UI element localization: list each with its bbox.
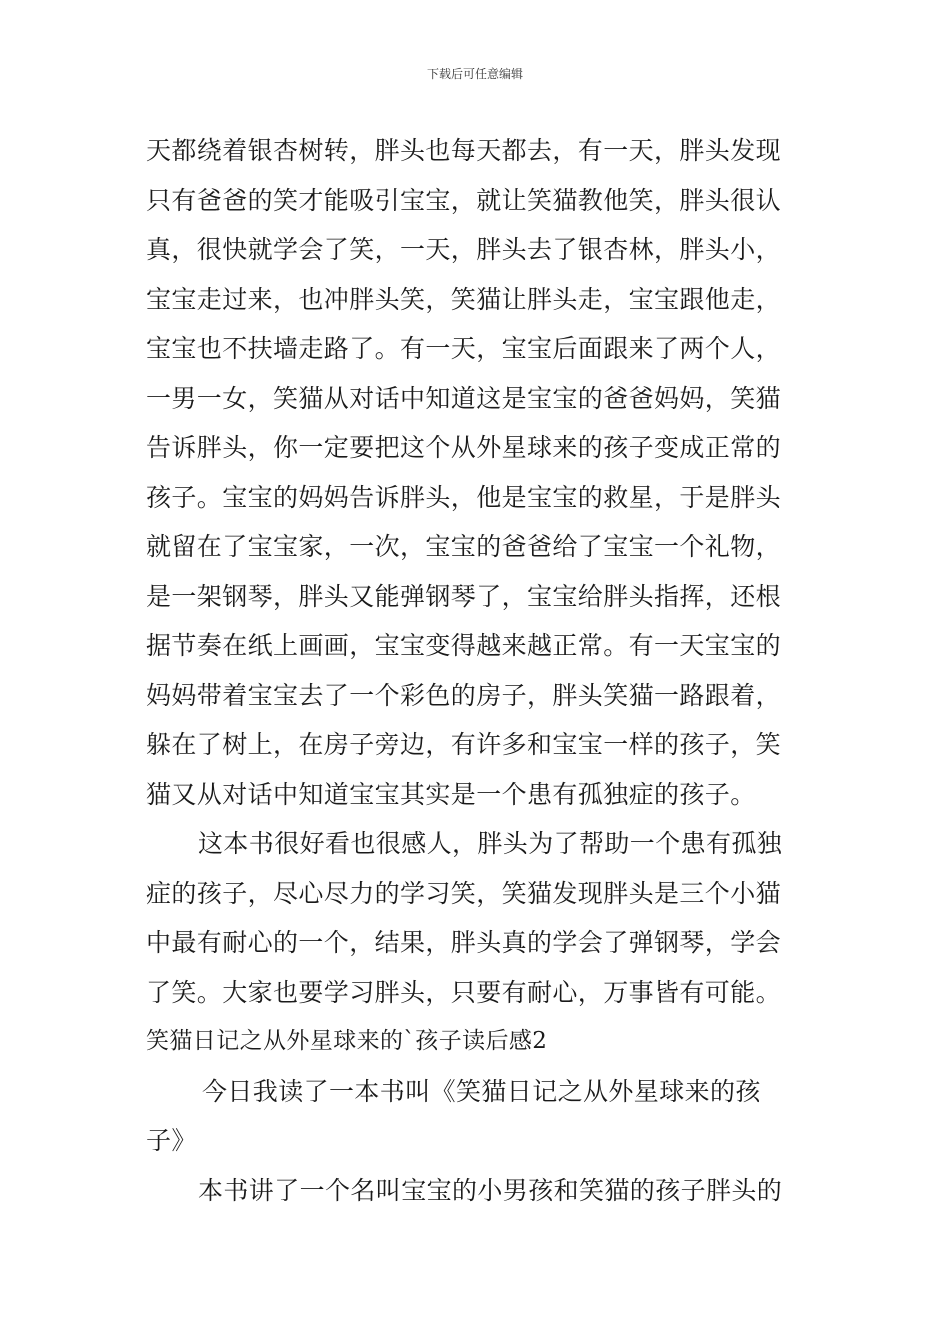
text-line: 子》 [146, 1126, 197, 1155]
text-line: 妈妈带着宝宝去了一个彩色的房子，胖头笑猫一路跟着， [146, 680, 782, 710]
text-line: 这本书很好看也很感人，胖头为了帮助一个患有孤独 [198, 829, 783, 858]
text-line: 宝宝走过来，也冲胖头笑，笑猫让胖头走，宝宝跟他走， [146, 284, 782, 314]
text-line: 真，很快就学会了笑，一天，胖头去了银杏林，胖头小， [146, 235, 782, 264]
document-body [146, 126, 808, 1215]
text-line: 本书讲了一个名叫宝宝的小男孩和笑猫的孩子胖头的 [198, 1175, 783, 1205]
text-line: 中最有耐心的一个，结果，胖头真的学会了弹钢琴，学会 [146, 928, 782, 957]
text-line: 据节奏在纸上画画，宝宝变得越来越正常。有一天宝宝的 [146, 631, 782, 660]
text-line: 告诉胖头，你一定要把这个从外星球来的孩子变成正常的 [146, 433, 782, 462]
text-line: 症的孩子，尽心尽力的学习笑，笑猫发现胖头是三个小猫 [146, 878, 782, 908]
page-header-note: 下载后可任意编辑 [426, 67, 523, 81]
text-line: 孩子。宝宝的妈妈告诉胖头，他是宝宝的救星，于是胖头 [146, 482, 782, 512]
text-line: 是一架钢琴，胖头又能弹钢琴了，宝宝给胖头指挥，还根 [146, 581, 782, 611]
text-line: 了笑。大家也要学习胖头，只要有耐心，万事皆有可能。 [146, 977, 782, 1007]
text-line: 只有爸爸的笑才能吸引宝宝，就让笑猫教他笑，胖头很认 [146, 185, 782, 215]
text-line: 天都绕着银杏树转，胖头也每天都去，有一天，胖头发现 [146, 136, 782, 165]
text-line: 今日我读了一本书叫《笑猫日记之从外星球来的孩 [202, 1076, 761, 1106]
text-line: 就留在了宝宝家，一次，宝宝的爸爸给了宝宝一个礼物， [146, 532, 782, 561]
text-line: 一男一女，笑猫从对话中知道这是宝宝的爸爸妈妈，笑猫 [146, 383, 782, 413]
text-line: 宝宝也不扶墙走路了。有一天，宝宝后面跟来了两个人， [146, 334, 782, 363]
section-heading: 笑猫日记之从外星球来的`孩子读后感2 [146, 1028, 548, 1054]
text-line: 躲在了树上，在房子旁边，有许多和宝宝一样的孩子，笑 [146, 730, 782, 759]
text-line: 猫又从对话中知道宝宝其实是一个患有孤独症的孩子。 [146, 779, 756, 809]
